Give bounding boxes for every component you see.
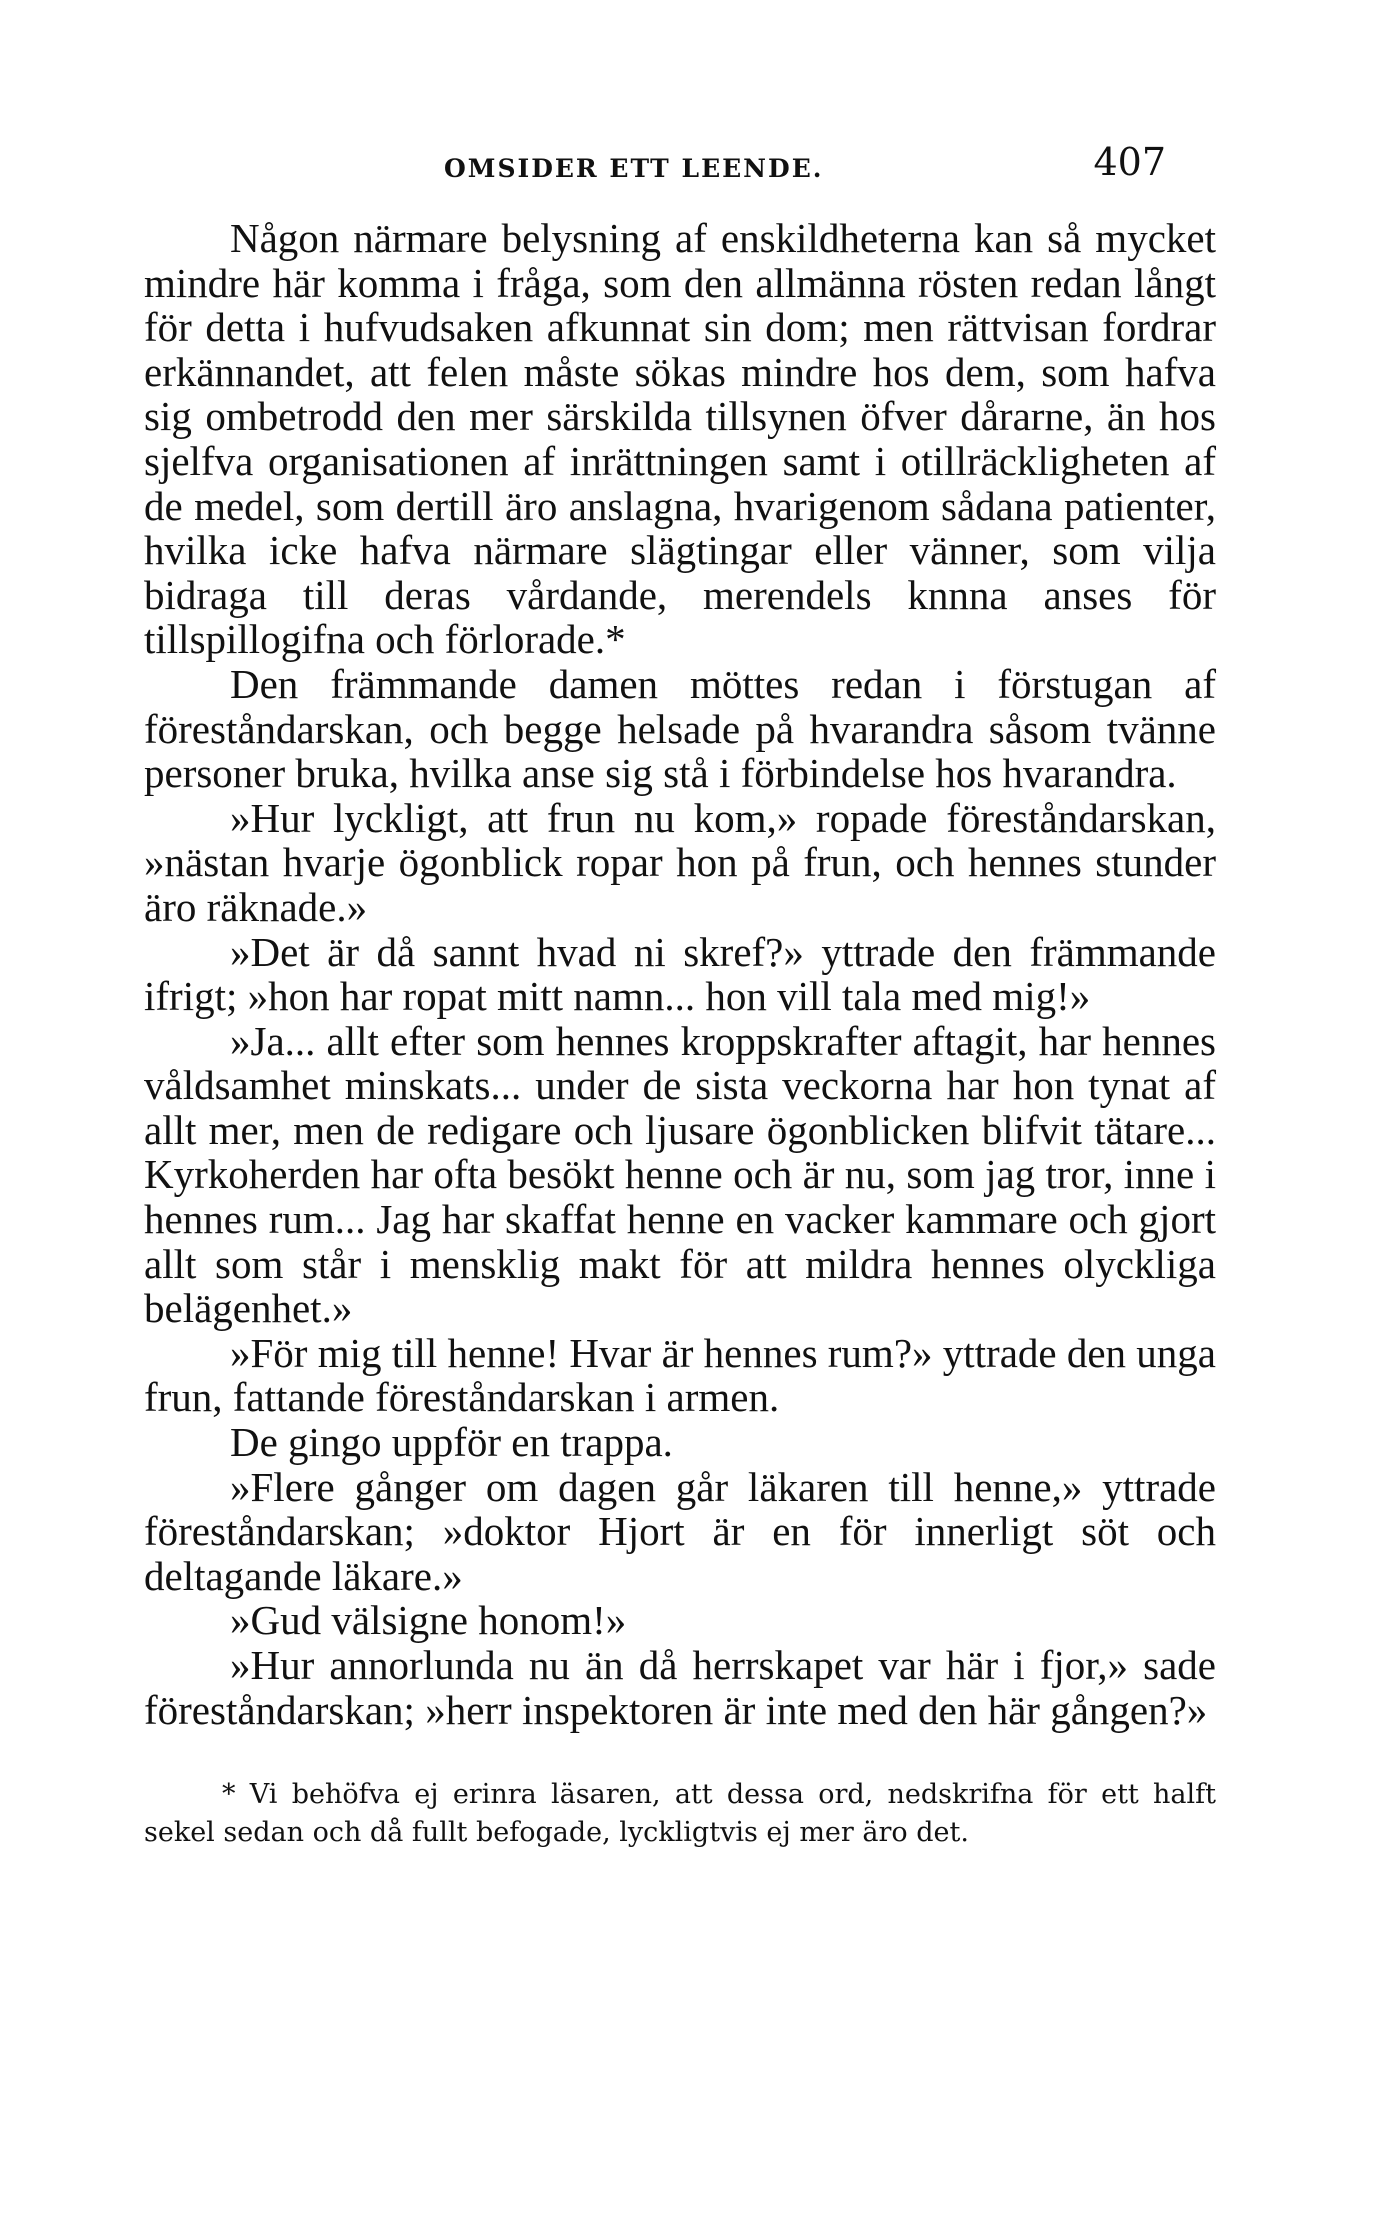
- book-page: [144, 140, 1216, 1879]
- page-number: 407: [1093, 140, 1166, 184]
- paragraph: »Det är då sannt hvad ni skref?» yttrade den främmande ifrigt; »hon har ropat mitt namn... hon vill tala med mig!»: [144, 928, 1216, 1020]
- running-head: [144, 140, 1216, 196]
- paragraph: Någon närmare belysning af enskildheterna kan så mycket mindre här komma i fråga, som den allmänna rösten redan långt för detta i hufvudsaken afkunnat sin dom; men rättvisan fordrar erkännandet, att felen måste sökas mindre hos dem, som hafva sig ombetrodd den mer särskilda tillsynen öfver dårarne, än hos sjelfva organisationen af inrättningen samt i otillräckligheten af de medel, som dertill äro anslagna, hvarigenom sådana patienter, hvilka icke hafva närmare slägtingar eller vänner, som vilja bidraga till deras vårdande, merendels knnna anses för tillspillogifna och förlorade.*: [144, 215, 1216, 663]
- body-text: [144, 216, 1216, 1732]
- paragraph: »Gud välsigne honom!»: [230, 1597, 627, 1644]
- footnote: * Vi behöfva ej erinra läsaren, att dessa ord, nedskrifna för ett halft sekel sedan och då fullt befogade, lyckligtvis ej mer äro det.: [144, 1779, 1216, 1849]
- running-title: OMSIDER ETT LEENDE.: [444, 154, 824, 183]
- paragraph: »För mig till henne! Hvar är hennes rum?» yttrade den unga frun, fattande föreståndarskan i armen.: [144, 1329, 1216, 1421]
- paragraph: »Ja... allt efter som hennes kroppskrafter aftagit, har hennes våldsamhet minskats... under de sista veckorna har hon tynat af allt mer, men de redigare och ljusare ögonblicken blifvit tätare... Kyrkoherden har ofta besökt henne och är nu, som jag tror, inne i hennes rum... Jag har skaffat henne en vacker kammare och gjort allt som står i mensklig makt för att mildra hennes olyckliga belägenhet.»: [144, 1017, 1216, 1332]
- paragraph: »Hur lyckligt, att frun nu kom,» ropade föreståndarskan, »nästan hvarje ögonblick ropar hon på frun, och hennes stunder äro räknade.»: [144, 794, 1216, 930]
- paragraph: »Flere gånger om dagen går läkaren till henne,» yttrade föreståndarskan; »doktor Hjort är en för innerligt söt och deltagande läkare.»: [144, 1463, 1216, 1599]
- paragraph: De gingo uppför en trappa.: [230, 1419, 673, 1466]
- paragraph: »Hur annorlunda nu än då herrskapet var här i fjor,» sade föreståndarskan; »herr inspektoren är inte med den här gången?»: [144, 1642, 1216, 1733]
- paragraph: Den främmande damen möttes redan i förstugan af föreståndarskan, och begge helsade på hvarandra såsom tvänne personer bruka, hvilka anse sig stå i förbindelse hos hvarandra.: [144, 660, 1216, 797]
